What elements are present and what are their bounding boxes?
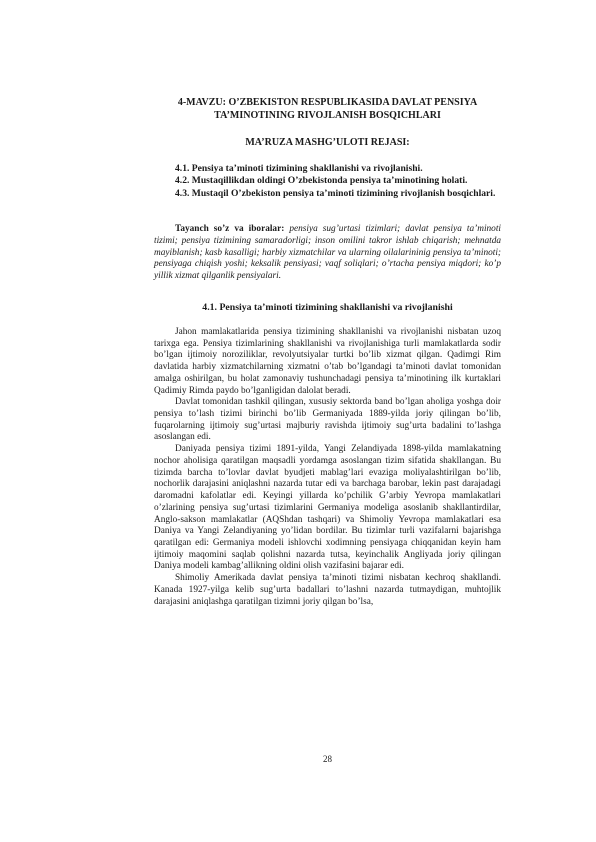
plan-item-1: 4.1. Pensiya ta’minoti tizimining shakllanishi va rivojlanishi. <box>175 163 423 174</box>
keywords-text: pensiya sug’urtasi tizimlari; davlat pensiya ta’minoti tizimi; pensiya tizimining samaradorligi; inson omilini takror ishlab chiqarish; mehnatda mayiblanish; kasb kasalligi; harbiy xizmatchilar va ularning oilalarininig pensiya ta’minoti; pensiyaga chiqish yoshi; keksalik pensiyasi; vaqf soliqlari; o’rtacha pensiya miqdori; ko’p yillik xizmat qilganlik pensiyalari. <box>154 224 502 282</box>
keywords-paragraph <box>154 224 501 283</box>
title-line-1: 4-MAVZU: O’ZBEKISTON RESPUBLIKASIDA DAVLAT PENSIYA <box>177 97 478 108</box>
page-title <box>154 96 501 122</box>
body-paragraph: Daniyada pensiya tizimi 1891-yilda, Yangi Zelandiyada 1898-yilda mamlakatning nochor aholisiga qaratilgan maqsadli yordamga asoslangan tizim sifatida shakllangan. Bu tizimda barcha to’lovlar davlat byudjeti mablag’lari evaziga moliyalashtirilgan bo’lib, nochorlik darajasini aniqlashni nazarda tutar edi va barchaga barobar, lekin past darajadagi daromadni kafolatlar edi. Keyingi yillarda ko’pchilik G’arbiy Yevropa mamlakatlari o’zlarining pensiya sug’urtasi tizimlarini Germaniya modeliga asoslanib shakllantirdilar, Anglo-sakson mamlakatlar (AQShdan tashqari) va Shimoliy Yevropa mamlakatlari esa Daniya va Yangi Zelandiyaning yo’lidan bordilar. Bu tizimlar turli vazifalarni bajarishga qaratilgan edi: Germaniya modeli ishlovchi xodimning pensiyaga chiqqanidan keyin ham ijtimoiy maqomini saqlab qolishni nazarda tutsa, keyinchalik Angliyada joriy qilingan Daniya modeli kambag’allikning oldini olish vazifasini bajarar edi. <box>154 444 501 572</box>
page-number: 28 <box>323 754 332 764</box>
body-paragraph: Shimoliy Amerikada davlat pensiya ta’minoti tizimi nisbatan kechroq shakllandi. Kanada 1927-yilga kelib sug’urta badallari to’lashni nazarda tutmaydigan, muhtojlik darajasini aniqlashga qaratilgan tizimni joriy qilgan bo’lsa, <box>154 573 501 607</box>
keywords-block <box>154 224 501 283</box>
section-heading: 4.1. Pensiya ta’minoti tizimining shakllanishi va rivojlanishi <box>202 302 453 313</box>
keywords-label: Tayanch so’z va iboralar: <box>175 224 285 234</box>
plan-item-2: 4.2. Mustaqillikdan oldingi O’zbekistonda pensiya ta’minotining holati. <box>175 175 468 187</box>
title-line-2: TA’MINOTINING RIVOJLANISH BOSQICHLARI <box>214 110 441 121</box>
body-paragraph: Jahon mamlakatlarida pensiya tizimining shakllanishi va rivojlanishi nisbatan uzoq tarixga ega. Pensiya tizimlarining shakllanishi va rivojlanishiga turli mamlakatlarda sodir bo’lgan ijtimoiy noroziliklar, revolyutsiyalar turtki bo’lib xizmat qilgan. Qadimgi Rim davlatida harbiy xizmatchilarning xizmatni o’tab bo’lgandagi ta’minoti davlat tomonidan amalga oshirilgan, bu holat zamonaviy tushunchadagi pensiya ta’minotining ilk kurtaklari Qadimiy Rimda paydo bo’lganligidan dalolat beradi. <box>154 327 501 396</box>
plan-item-3: 4.3. Mustaqil O’zbekiston pensiya ta’minoti tizimining rivojlanish bosqichlari. <box>175 187 496 199</box>
plan-heading: MA’RUZA MASHG’ULOTI REJASI: <box>245 137 410 148</box>
section-body <box>154 327 501 608</box>
body-paragraph: Davlat tomonidan tashkil qilingan, xususiy sektorda band bo’lgan aholiga yoshga doir pensiya to’lash tizimi birinchi bo’lib Germaniyada 1889-yilda joriy qilingan bo’lib, fuqarolarning ijtimoiy sug’urtasi majburiy ravishda ijtimoiy sug’urta badalini to’lashga asoslangan edi. <box>154 397 501 443</box>
plan-list <box>154 163 501 200</box>
